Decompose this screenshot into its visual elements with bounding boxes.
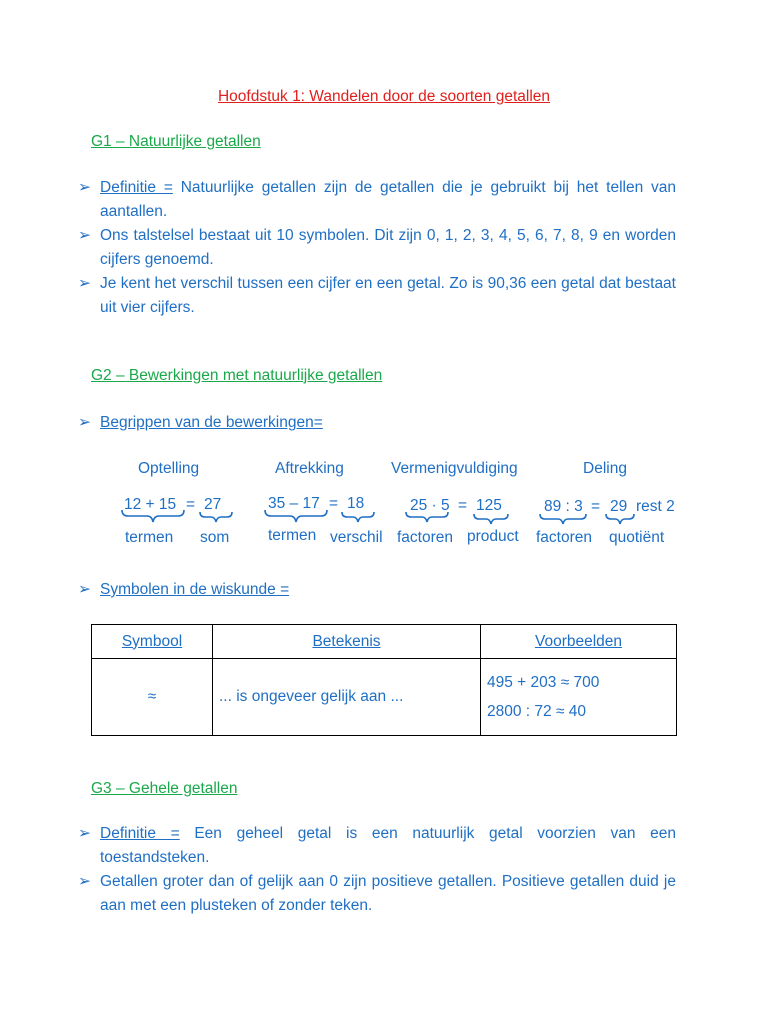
operation-right: 125 <box>476 497 502 514</box>
operation-right: 18 <box>347 495 365 512</box>
definition-label: Definitie = <box>100 179 173 196</box>
table-row <box>92 659 677 736</box>
operation-name: Deling <box>583 460 627 477</box>
brace-icon <box>606 514 634 524</box>
arrow-bullet-icon: ➢ <box>78 179 91 196</box>
arrow-bullet-icon: ➢ <box>78 414 91 431</box>
bullet-g3-1 <box>78 822 676 870</box>
brace-icon <box>265 510 327 522</box>
bullet-text: Een geheel getal is een natuurlijk getal voorzien van een toestandsteken. <box>100 825 677 866</box>
operation-left: 12 + 15 <box>124 496 177 513</box>
operation-extra: rest 2 <box>636 498 675 515</box>
operation-name: Optelling <box>138 460 200 477</box>
operation-equals: = <box>329 495 339 512</box>
bullet-text: Getallen groter dan of gelijk aan 0 zijn positieve getallen. Positieve getallen duid je aan met een plusteken of zonder teken. <box>100 873 676 914</box>
arrow-bullet-icon: ➢ <box>78 581 91 598</box>
section-heading-g2: G2 – Bewerkingen met natuurlijke getallen <box>91 367 383 384</box>
bullet-g2-2 <box>78 578 676 602</box>
bullet-text: Natuurlijke getallen zijn de getallen die je gebruikt bij het tellen van aantallen. <box>100 179 677 220</box>
operation-equals: = <box>458 497 468 514</box>
operation-name: Vermenigvuldiging <box>391 460 518 477</box>
arrow-bullet-icon: ➢ <box>78 275 91 292</box>
operation-left: 35 – 17 <box>268 495 320 512</box>
term-label: som <box>200 529 230 546</box>
operation-right: 29 <box>610 498 628 515</box>
column-header: Symbool <box>92 625 213 659</box>
term-label: verschil <box>330 529 383 546</box>
operation-name: Aftrekking <box>275 460 344 477</box>
symbol-cell: ≈ <box>92 659 213 736</box>
brace-icon <box>122 510 184 522</box>
operation-equals: = <box>591 498 601 515</box>
brace-icon <box>406 512 448 522</box>
bullet-text: Symbolen in de wiskunde = <box>100 581 290 598</box>
term-label: quotiënt <box>609 529 665 546</box>
brace-icon <box>200 512 232 522</box>
example-line: 2800 : 72 ≈ 40 <box>487 703 587 720</box>
bullet-g3-2 <box>78 870 676 918</box>
bullet-text: Begrippen van de bewerkingen= <box>100 414 323 431</box>
bullet-text: Ons talstelsel bestaat uit 10 symbolen. Dit zijn 0, 1, 2, 3, 4, 5, 6, 7, 8, 9 en worden cijfers genoemd. <box>100 227 676 268</box>
brace-icon <box>474 514 508 524</box>
operation-left: 25 · 5 <box>410 497 450 514</box>
examples-cell <box>481 659 677 736</box>
brace-icon <box>540 514 586 524</box>
bullet-text: Je kent het verschil tussen een cijfer en een getal. Zo is 90,36 een getal dat bestaat uit vier cijfers. <box>100 275 676 316</box>
meaning-cell: ... is ongeveer gelijk aan ... <box>213 659 481 736</box>
symbols-table <box>91 624 677 736</box>
arrow-bullet-icon: ➢ <box>78 825 91 842</box>
definition-label: Definitie = <box>100 825 180 842</box>
term-label: product <box>467 528 519 545</box>
brace-icon <box>342 512 374 522</box>
term-label: factoren <box>536 529 593 546</box>
section-heading-g1: G1 – Natuurlijke getallen <box>91 133 261 150</box>
section-heading-g3: G3 – Gehele getallen <box>91 780 238 797</box>
operation-equals: = <box>186 496 196 513</box>
term-label: factoren <box>397 529 454 546</box>
term-label: termen <box>125 529 174 546</box>
column-header: Betekenis <box>213 625 481 659</box>
term-label: termen <box>268 527 317 544</box>
example-line: 495 + 203 ≈ 700 <box>487 674 600 691</box>
operation-right: 27 <box>204 496 222 513</box>
operation-left: 89 : 3 <box>544 498 583 515</box>
arrow-bullet-icon: ➢ <box>78 227 91 244</box>
arrow-bullet-icon: ➢ <box>78 873 91 890</box>
table-header-row <box>92 625 677 659</box>
column-header: Voorbeelden <box>481 625 677 659</box>
page-title: Hoofdstuk 1: Wandelen door de soorten getallen <box>217 88 551 105</box>
